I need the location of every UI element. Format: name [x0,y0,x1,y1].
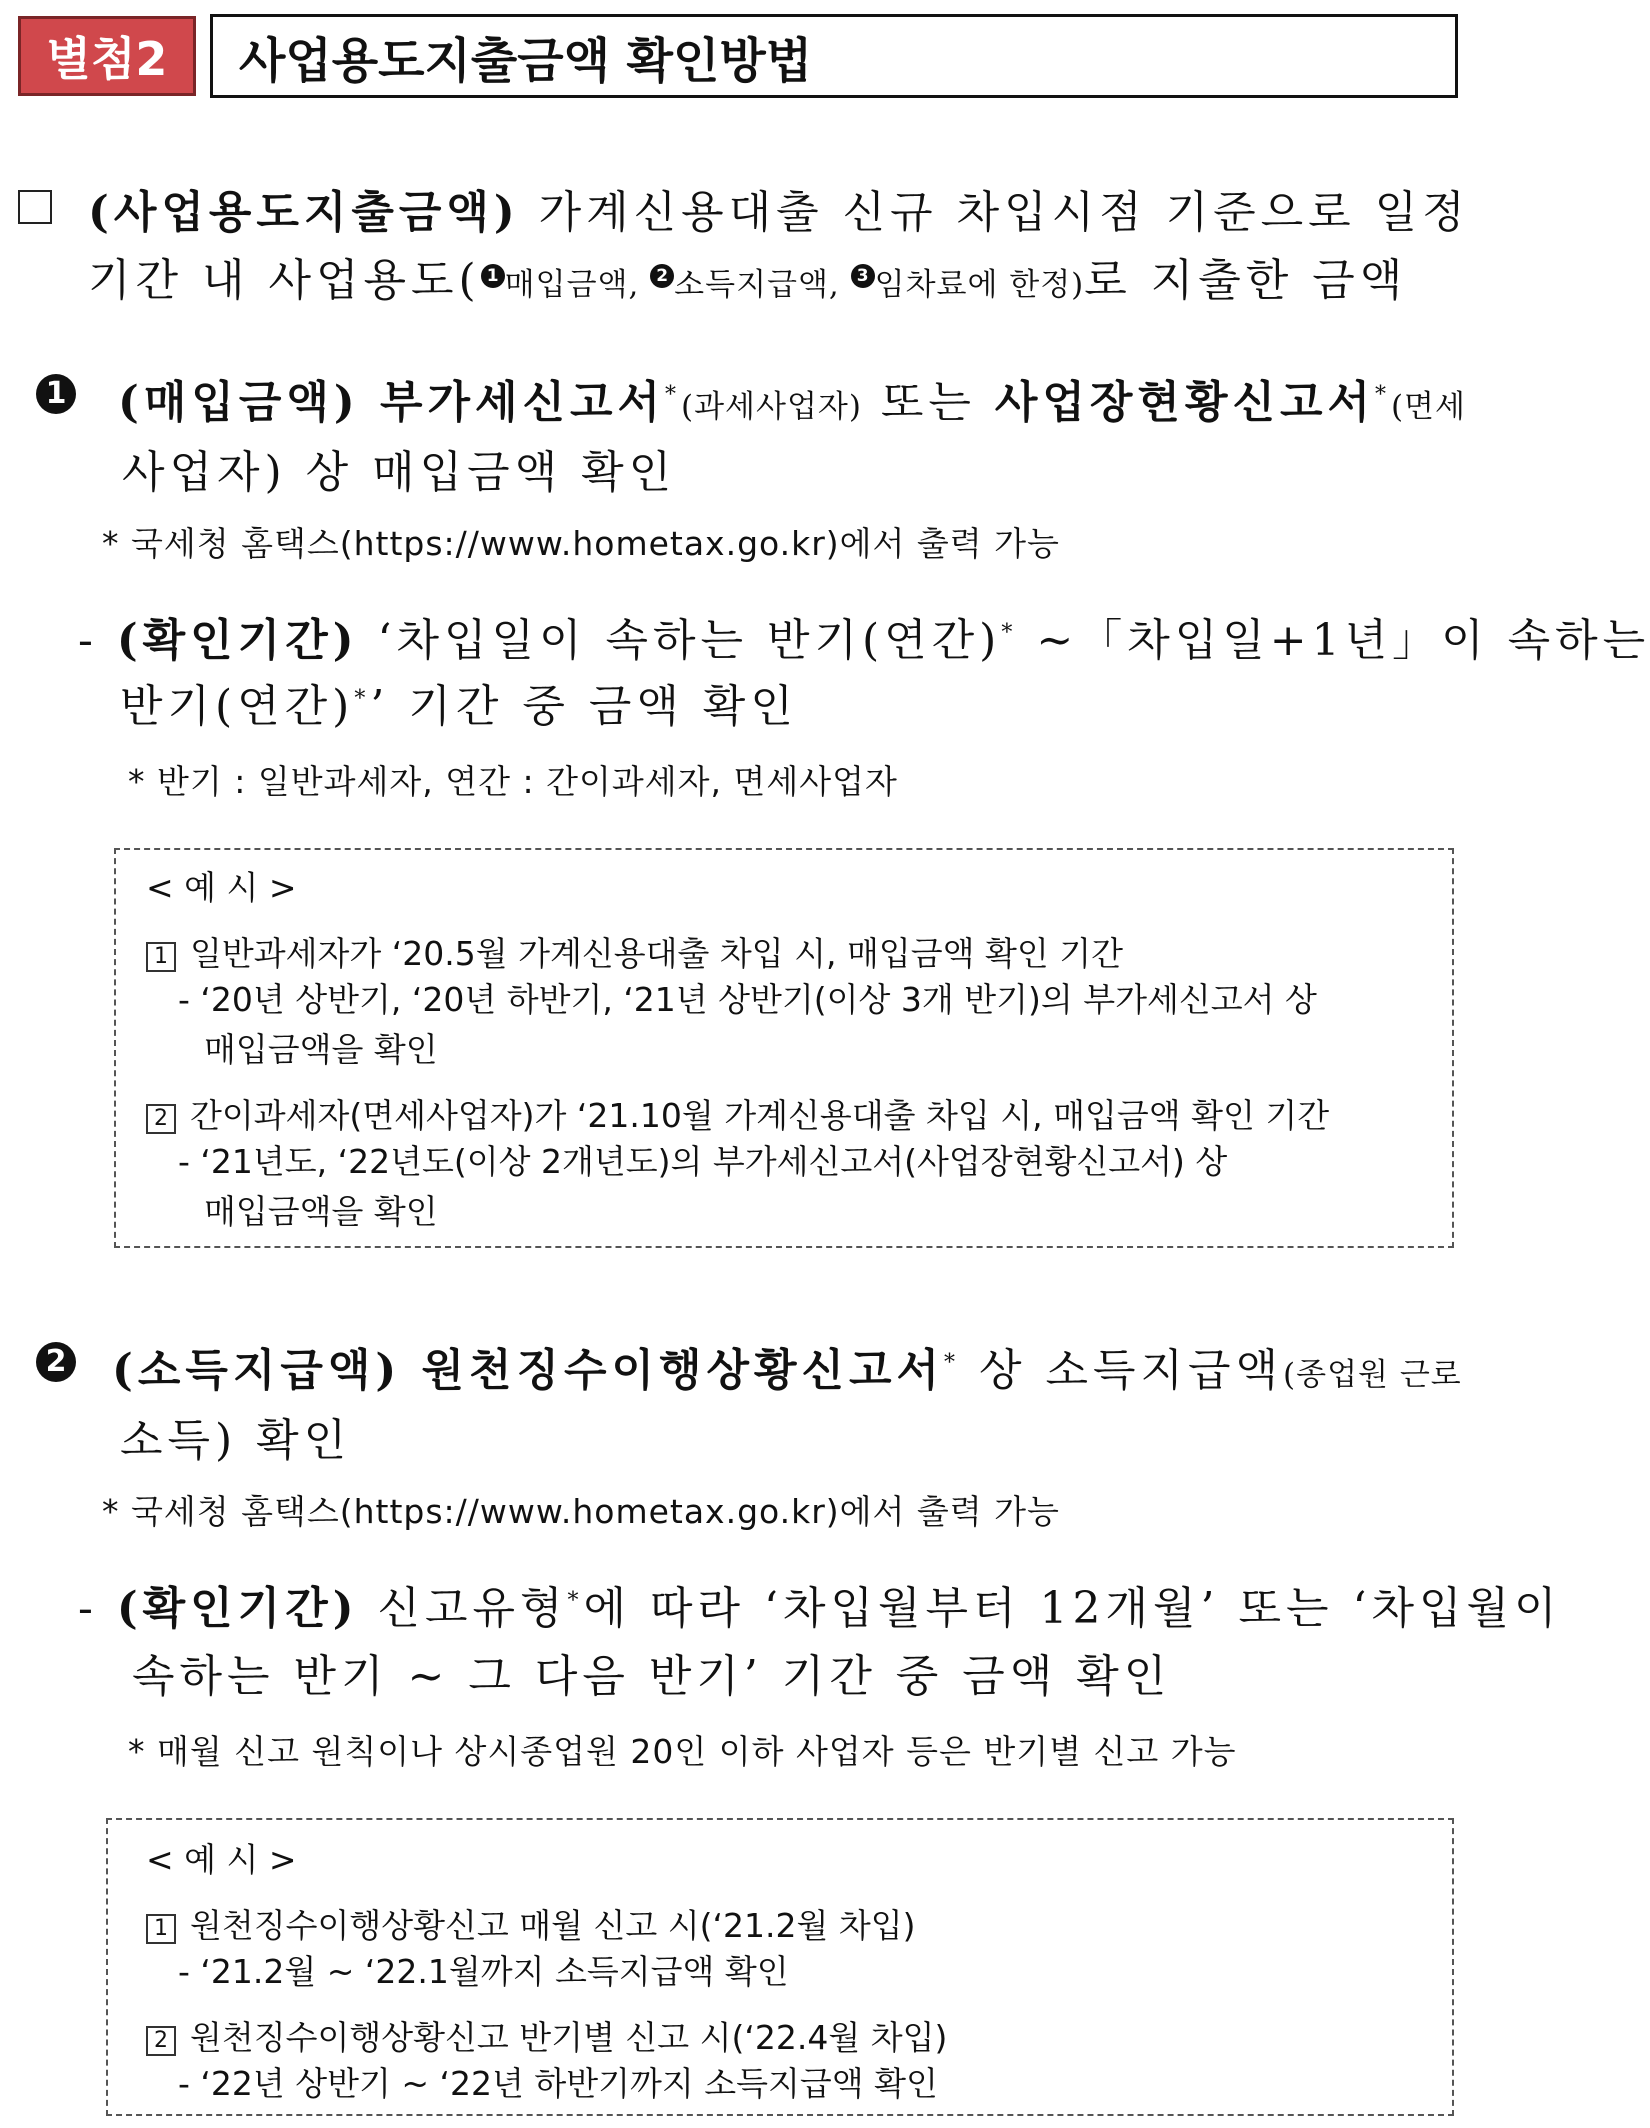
section-1-label: (매입금액) [118,377,380,428]
intro-line2-end: 로 지출한 금액 [1084,255,1408,306]
footnote-marker: * [567,1588,584,1614]
footnote-marker: * [944,1350,961,1376]
period-label: (확인기간) [116,1583,359,1634]
example-item-1-line-1: - ‘20년 상반기, ‘20년 하반기, ‘21년 상반기(이상 3개 반기)의 부가세신고서 상 [178,980,1317,1019]
section-2-number [36,1342,76,1382]
section-1-heading [118,366,1466,430]
employee-income-note: (종업원 근로 [1283,1357,1462,1393]
period-label: (확인기간) [116,615,359,666]
period-text-2: ~「차입일+1년」이 속하는 [1017,615,1650,666]
business-status-report-name: 사업장현황신고서 [994,377,1375,428]
period-line2-text: 반기(연간) [120,681,355,732]
section-1-footnote: * 국세청 홈택스(https://www.hometax.go.kr)에서 출력 가능 [102,524,1060,563]
circled-two-icon: 2 [36,1342,76,1382]
attachment-tag: 별첨2 [18,16,196,96]
exempt-business-note: (면세 [1390,389,1466,425]
section-2-label: (소득지급액) [112,1345,422,1396]
example-item-2-line-1: - ‘21년도, ‘22년도(이상 2개년도)의 부가세신고서(사업장현황신고서) 상 [178,1142,1228,1181]
taxable-business-note: (과세사업자) [681,389,862,425]
section-2-line-2: 소득) 확인 [120,1415,352,1466]
boxed-number-icon: 2 [146,1104,176,1134]
intro-line1-text: 가계신용대출 신규 차입시점 기준으로 일정 [519,187,1470,238]
footnote-marker: * [1001,620,1018,646]
example-header: < 예 시 > [146,868,297,907]
intro-item-1: 매입금액, [504,267,651,303]
example-item-2 [146,2012,947,2059]
period-text: ‘차입일이 속하는 반기(연간) [358,615,1002,666]
example-box-1 [114,848,1454,1248]
footnote-marker: * [665,382,682,408]
example-item-1-line-2: 매입금액을 확인 [204,1030,438,1069]
example-item-1 [146,928,1123,975]
page-title: 사업용도지출금액 확인방법 [210,14,1458,98]
vat-report-name: 부가세신고서 [379,377,666,428]
period-line2-rest: ’ 기간 중 금액 확인 [370,681,798,732]
example-box-2 [106,1818,1454,2116]
boxed-number-icon: 1 [146,1914,176,1944]
section-1-period [78,604,1650,668]
circled-number-icon: 3 [851,264,875,288]
section-2-footnote: * 국세청 홈택스(https://www.hometax.go.kr)에서 출력 가능 [102,1492,1060,1531]
section-1-number [36,374,76,414]
footnote-marker: * [354,686,371,712]
withholding-report-name: 원천징수이행상황신고서 [421,1345,945,1396]
circled-number-icon: 2 [650,264,674,288]
header [18,14,1458,98]
boxed-number-icon: 1 [146,942,176,972]
intro-lead: (사업용도지출금액) [88,187,520,238]
dash-marker: - [78,615,117,666]
example-item-title: 간이과세자(면세사업자)가 ‘21.10월 가계신용대출 차입 시, 매입금액 확인 기간 [190,1096,1330,1135]
section-1-period-footnote: * 반기 : 일반과세자, 연간 : 간이과세자, 면세사업자 [128,762,898,801]
example-item-2-line-1: - ‘22년 상반기 ~ ‘22년 하반기까지 소득지급액 확인 [178,2064,938,2103]
example-item-1-line-1: - ‘21.2월 ~ ‘22.1월까지 소득지급액 확인 [178,1952,789,1991]
dash-marker: - [78,1583,117,1634]
example-item-2-line-2: 매입금액을 확인 [204,1192,438,1231]
example-header: < 예 시 > [146,1840,297,1879]
example-item-title: 일반과세자가 ‘20.5월 가계신용대출 차입 시, 매입금액 확인 기간 [190,934,1123,973]
circled-one-icon: 1 [36,374,76,414]
boxed-number-icon: 2 [146,2026,176,2056]
footnote-marker: * [1374,382,1391,408]
intro-line2-text: 기간 내 사업용도( [88,255,481,306]
intro-item-2: 소득지급액, [674,267,851,303]
period-text-2: 에 따라 ‘차입월부터 12개월’ 또는 ‘차입월이 [583,1583,1562,1634]
intro-item-3: 임차료에 한정) [874,267,1085,303]
section-2-heading [112,1334,1462,1398]
section-1-line-2: 사업자) 상 매입금액 확인 [122,447,677,498]
section-2-text: 상 소득지급액 [960,1345,1284,1396]
example-item-title: 원천징수이행상황신고 매월 신고 시(‘21.2월 차입) [190,1906,916,1945]
section-2-period-footnote: * 매월 신고 원칙이나 상시종업원 20인 이하 사업자 등은 반기별 신고 가능 [128,1732,1237,1771]
section-2-period [78,1572,1561,1636]
circled-number-icon: 1 [481,264,505,288]
square-bullet-icon [18,190,52,224]
example-item-title: 원천징수이행상황신고 반기별 신고 시(‘22.4월 차입) [190,2018,948,2057]
intro-line-2 [88,244,1407,308]
period-text: 신고유형 [358,1583,568,1634]
intro-line-1 [88,176,1470,240]
example-item-2 [146,1090,1329,1137]
example-item-1 [146,1900,915,1947]
or-text: 또는 [861,377,995,428]
section-1-period-line-2 [120,670,798,734]
section-2-period-line-2: 속하는 반기 ~ 그 다음 반기’ 기간 중 금액 확인 [132,1651,1172,1702]
